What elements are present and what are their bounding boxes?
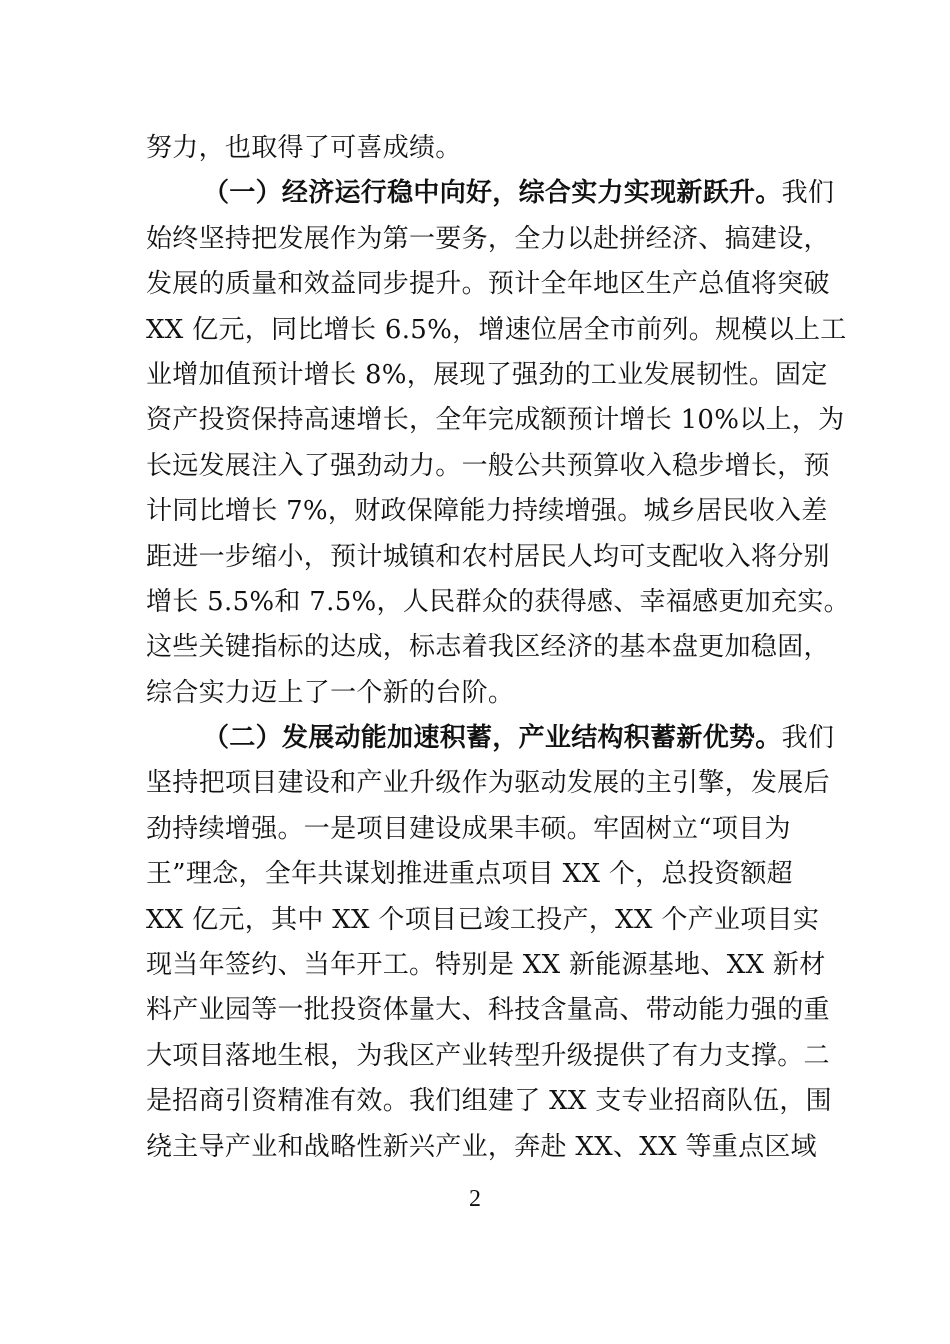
text-line: 劲持续增强。一是项目建设成果丰硕。牢固树立“项目为 (146, 813, 791, 844)
section-heading: （二）发展动能加速积蓄，产业结构积蓄新优势。 (203, 723, 782, 754)
section-heading-line: （二）发展动能加速积蓄，产业结构积蓄新优势。我们 (203, 723, 835, 754)
text-line: 料产业园等一批投资体量大、科技含量高、带动能力强的重 (146, 995, 830, 1026)
text-line: 发展的质量和效益同步提升。预计全年地区生产总值将突破 (146, 269, 830, 300)
text-line: 坚持把项目建设和产业升级作为驱动发展的主引擎，发展后 (146, 768, 830, 799)
text-line: XX 亿元，其中 XX 个项目已竣工投产，XX 个产业项目实 (146, 904, 820, 935)
text-line: 努力，也取得了可喜成绩。 (146, 133, 462, 163)
text-line: 业增加值预计增长 8%，展现了强劲的工业发展韧性。固定 (146, 359, 828, 390)
text-line: XX 亿元，同比增长 6.5%，增速位居全市前列。规模以上工 (146, 314, 847, 345)
text-line: 这些关键指标的达成，标志着我区经济的基本盘更加稳固， (146, 632, 830, 663)
text-line: 大项目落地生根，为我区产业转型升级提供了有力支撑。二 (146, 1040, 830, 1071)
section-heading-line: （一）经济运行稳中向好，综合实力实现新跃升。我们 (203, 178, 835, 209)
text-line: 现当年签约、当年开工。特别是 XX 新能源基地、XX 新材 (146, 950, 826, 981)
text-line: 资产投资保持高速增长，全年完成额预计增长 10%以上，为 (146, 405, 845, 436)
section-heading: （一）经济运行稳中向好，综合实力实现新跃升。 (203, 178, 782, 209)
text-line: 是招商引资精准有效。我们组建了 XX 支专业招商队伍，围 (146, 1086, 832, 1117)
text-line: 绕主导产业和战略性新兴产业，奔赴 XX、XX 等重点区域 (146, 1131, 817, 1162)
text-line: 综合实力迈上了一个新的台阶。 (146, 677, 515, 708)
text-line: 距进一步缩小，预计城镇和农村居民人均可支配收入将分别 (146, 541, 830, 572)
text-line: 计同比增长 7%，财政保障能力持续增强。城乡居民收入差 (146, 496, 828, 527)
text-line: 王”理念，全年共谋划推进重点项目 XX 个，总投资额超 (146, 859, 793, 890)
page-number: 2 (469, 1186, 481, 1212)
text-line: 长远发展注入了强劲动力。一般公共预算收入稳步增长，预 (146, 450, 830, 481)
text-line: 始终坚持把发展作为第一要务，全力以赴拼经济、搞建设， (146, 223, 830, 254)
text-line: 增长 5.5%和 7.5%，人民群众的获得感、幸福感更加充实。 (146, 586, 850, 617)
body-text (146, 126, 850, 1170)
